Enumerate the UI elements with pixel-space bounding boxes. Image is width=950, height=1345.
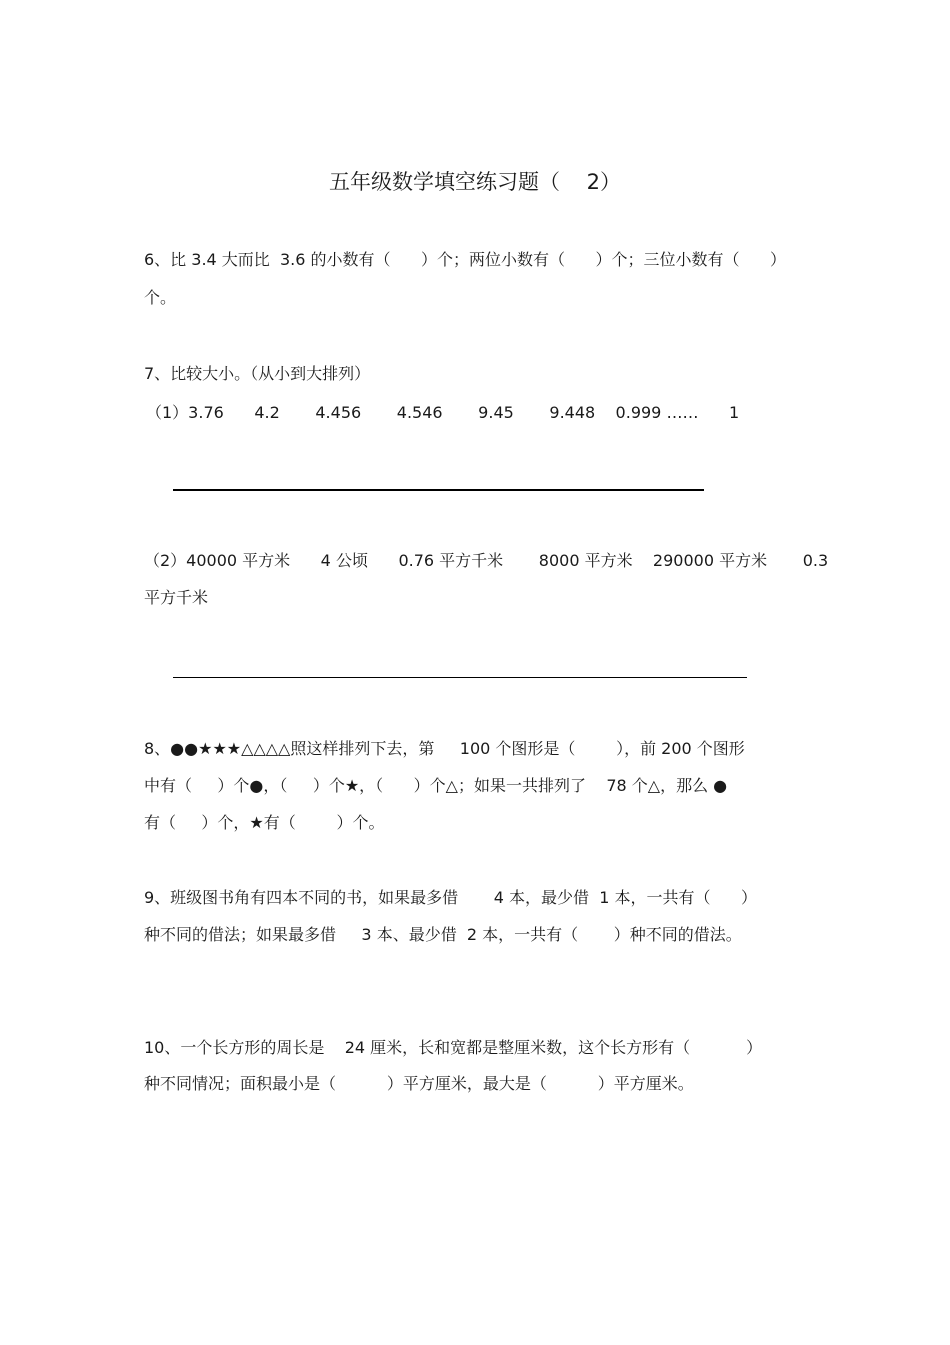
q6-line2: 个。 (144, 288, 177, 307)
q7-part1: （1）3.76 4.2 4.456 4.546 9.45 9.448 0.999 …… 1 (146, 403, 740, 422)
q9-line2: 种不同的借法；如果最多借 3 本、最少借 2 本，一共有（ ）种不同的借法。 (144, 925, 742, 944)
q7-answer-line-1 (173, 489, 704, 491)
q8-line3: 有（ ）个，★有（ ）个。 (144, 813, 385, 832)
q10-line2: 种不同情况；面积最小是（ ）平方厘米，最大是（ ）平方厘米。 (144, 1074, 694, 1093)
q7-stem: 7、比较大小。（从小到大排列） (144, 364, 371, 383)
q10-line1: 10、一个长方形的周长是 24 厘米，长和宽都是整厘米数，这个长方形有（ ） (144, 1038, 763, 1057)
q8-line1: 8、●●★★★△△△△照这样排列下去，第 100 个图形是（ ），前 200 个图形 (144, 739, 745, 758)
q9-line1: 9、班级图书角有四本不同的书，如果最多借 4 本，最少借 1 本，一共有（ ） (144, 888, 758, 907)
page-title: 五年级数学填空练习题（ 2） (328, 170, 622, 194)
q7-part2-line2: 平方千米 (144, 588, 209, 607)
q7-part2-line1: （2）40000 平方米 4 公顷 0.76 平方千米 8000 平方米 290000 平方米 0.3 (144, 551, 829, 570)
q7-answer-line-2 (173, 677, 747, 678)
q6-line1: 6、比 3.4 大而比 3.6 的小数有（ ）个；两位小数有（ ）个；三位小数有（ ） (144, 250, 787, 269)
q8-line2: 中有（ ）个●，（ ）个★，（ ）个△；如果一共排列了 78 个△，那么 ● (144, 776, 728, 795)
